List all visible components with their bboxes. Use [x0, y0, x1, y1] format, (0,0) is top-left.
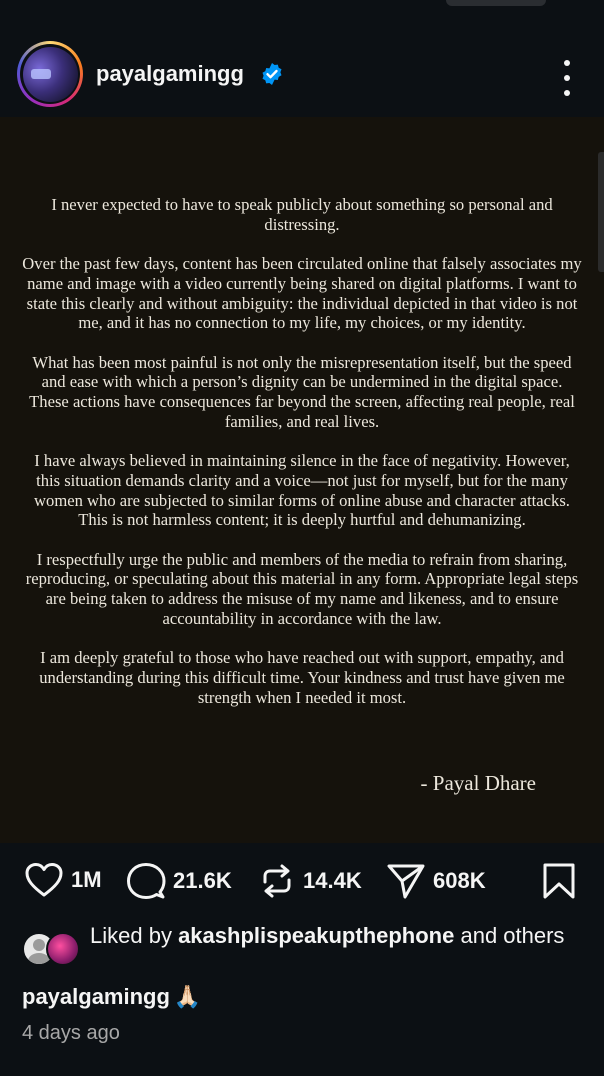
statement-paragraph: Over the past few days, content has been circulated online that falsely associates my name and image with a video currently being shared on digital platforms. I want to state this clearly and without ambiguity: the individual depicted in that video is not me, and it has no connection to my life, my choices, or my identity. [22, 254, 582, 333]
status-bar-pill [446, 0, 546, 6]
liked-by-suffix[interactable]: and others [454, 923, 565, 948]
verified-badge-icon [260, 62, 284, 86]
caption [22, 984, 201, 1010]
statement-paragraph: What has been most painful is not only the misrepresentation itself, but the speed and ease with which a person’s dignity can be undermined in the digital space. These actions have consequences far beyond the screen, affecting real people, real families, and real lives. [29, 352, 575, 431]
statement-paragraph: I never expected to have to speak publicly about something so personal and distressing. [51, 195, 553, 234]
statement-paragraph: I am deeply grateful to those who have reached out with support, empathy, and understanding during this difficult time. Your kindness and trust have given me strength when I needed it most. [39, 648, 565, 707]
statement-signature: - Payal Dhare [420, 771, 536, 795]
liked-by-user[interactable]: akashplispeakupthephone [178, 923, 455, 948]
like-count[interactable]: 1M [71, 867, 102, 892]
like-button[interactable] [24, 862, 102, 898]
liked-by-prefix: Liked by [90, 923, 179, 948]
comment-button[interactable] [126, 862, 232, 900]
repost-button[interactable] [258, 862, 362, 900]
liked-by-text[interactable] [90, 922, 570, 950]
post-image[interactable] [0, 117, 604, 843]
repost-icon [258, 862, 296, 900]
statement-paragraph: I respectfully urge the public and members of the media to refrain from sharing, reproducing, or speculating about this material in any form. Appropriate legal steps are being taken to address the misuse of my name and likeness, and to ensure accountability in accordance with the law. [25, 549, 579, 628]
comment-icon [126, 862, 166, 900]
share-count[interactable]: 608K [433, 868, 486, 893]
post-header [0, 40, 604, 110]
avatar [46, 932, 80, 966]
statement-paragraph: I have always believed in maintaining silence in the face of negativity. However, this situation demands clarity and a voice—not just for myself, but for the many women who are subjected to similar forms of online abuse and character attacks. This is not harmless content; it is deeply hurtful and dehumanizing. [34, 451, 570, 530]
heart-icon [24, 862, 64, 898]
caption-text: 🙏🏻 [173, 984, 202, 1009]
more-options-icon[interactable] [552, 58, 582, 98]
comment-count[interactable]: 21.6K [173, 868, 232, 893]
caption-username[interactable]: payalgamingg [22, 984, 170, 1009]
scrollbar[interactable] [598, 152, 604, 272]
repost-count[interactable]: 14.4K [303, 868, 362, 893]
liked-by-row[interactable] [22, 922, 582, 982]
share-button[interactable] [386, 862, 486, 900]
liker-avatars[interactable] [22, 932, 82, 964]
profile-avatar[interactable] [17, 41, 83, 107]
share-icon [386, 862, 426, 900]
action-bar [0, 858, 604, 908]
post-username[interactable]: payalgamingg [96, 61, 244, 86]
statement-text [22, 195, 582, 727]
bookmark-icon[interactable] [542, 862, 576, 900]
post-timestamp: 4 days ago [22, 1022, 120, 1044]
avatar-image [23, 47, 78, 102]
